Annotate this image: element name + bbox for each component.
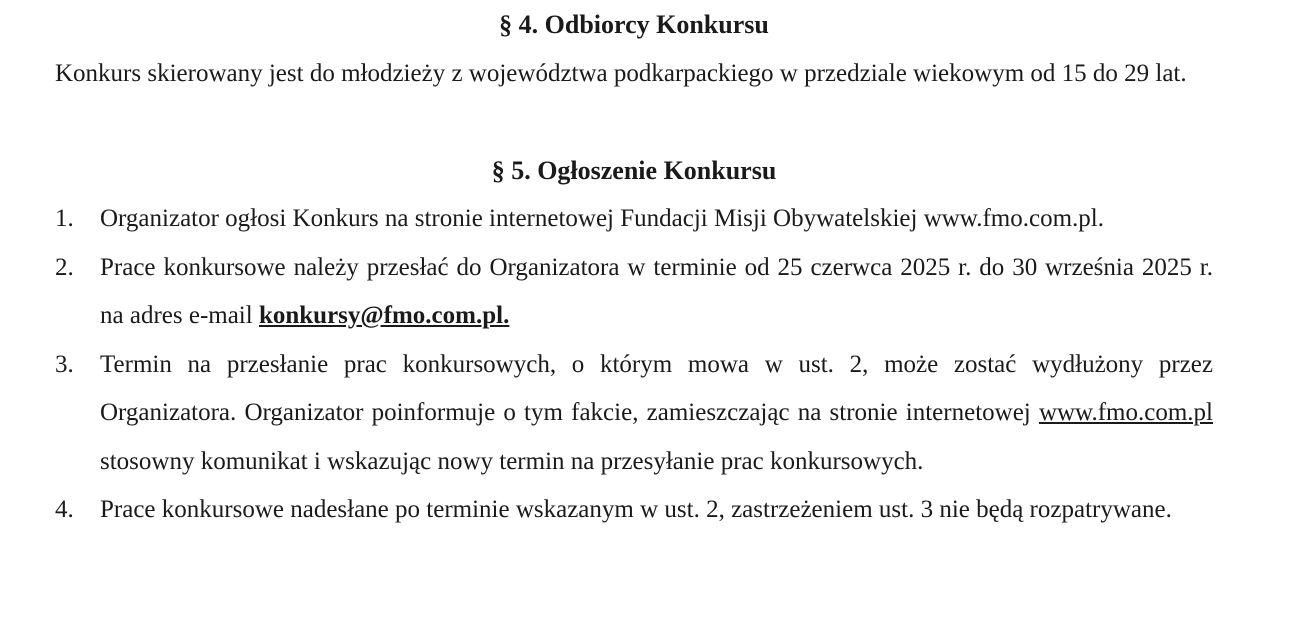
list-item-text-end: stosowny komunikat i wskazując nowy termin na przesyłanie prac konkursowych. <box>100 447 924 475</box>
list-item <box>55 486 1213 535</box>
list-item-text: Organizator ogłosi Konkurs na stronie internetowej Fundacji Misji Obywatelskiej www.fmo.com.pl. <box>100 205 1104 232</box>
email-link[interactable]: konkursy@fmo.com.pl <box>258 302 504 329</box>
list-item-number: 4. <box>55 496 74 523</box>
section-4-heading: § 4. Odbiorcy Konkursu <box>499 10 769 39</box>
list-item-number: 3. <box>55 350 74 378</box>
section-5-heading: § 5. Ogłoszenie Konkursu <box>491 156 777 185</box>
list-item <box>55 195 1213 244</box>
list-item-number: 2. <box>55 253 74 281</box>
list-item-number: 1. <box>55 205 74 232</box>
website-link[interactable]: www.fmo.com.pl <box>1038 399 1213 426</box>
section-5-list <box>55 195 1213 535</box>
list-item-text: Prace konkursowe nadesłane po terminie wskazanym w ust. 2, zastrzeżeniem ust. 3 nie będą rozpatrywane. <box>100 496 1172 523</box>
list-item <box>55 341 1213 487</box>
list-item-text: Prace konkursowe należy przesłać do Organizatora w terminie od 25 czerwca 2025 r. do 30 września 2025 r. na adres e-mail <box>100 253 1213 329</box>
list-item-text: Termin na przesłanie prac konkursowych, o którym mowa w ust. 2, może zostać wydłużony przez Organizatora. Organizator poinformuje o tym fakcie, zamieszczając na stronie internetowej <box>100 350 1213 426</box>
section-4-paragraph: Konkurs skierowany jest do młodzieży z województwa podkarpackiego w przedziale wiekowym od 15 do 29 lat. <box>55 60 1187 87</box>
list-item-text-end: . <box>503 302 510 329</box>
list-item <box>55 244 1213 341</box>
